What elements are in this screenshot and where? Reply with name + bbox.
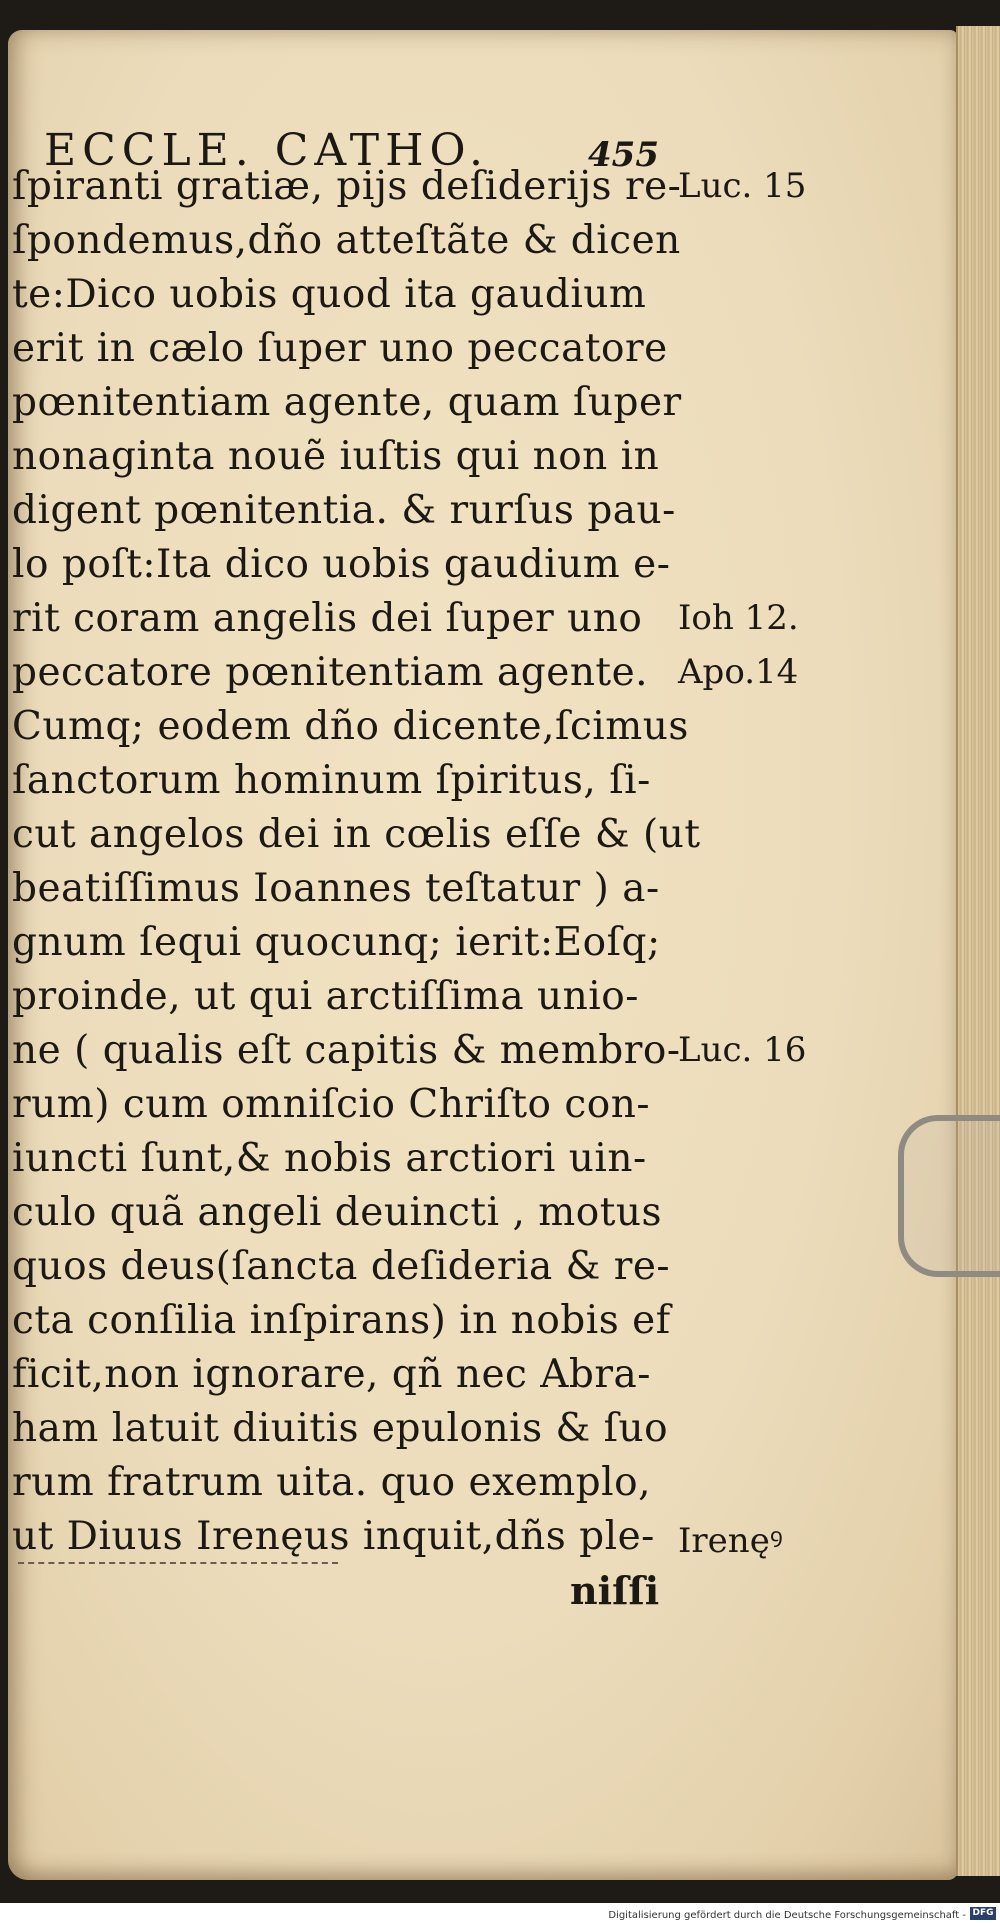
- text-line: cut angelos dei in cœlis eſſe & (ut: [12, 812, 701, 857]
- marginal-note: Apo.14: [678, 652, 799, 692]
- page-fore-edge: [956, 26, 1000, 1876]
- metal-clasp: [898, 1115, 1000, 1277]
- text-line: nonaginta nouẽ iuſtis qui non in: [12, 434, 660, 479]
- catchword: niſſi: [570, 1568, 660, 1613]
- text-line: ham latuit diuitis epulonis & ſuo: [12, 1406, 669, 1451]
- catch-rule: [18, 1562, 338, 1566]
- text-line: iuncti ſunt,& nobis arctiori uin-: [12, 1136, 647, 1181]
- text-line: peccatore pœnitentiam agente.: [12, 650, 649, 695]
- text-line: Cumq; eodem dño dicente,ſcimus: [12, 704, 689, 749]
- text-line: proinde, ut qui arctiſſima unio-: [12, 974, 639, 1019]
- text-line: te:Dico uobis quod ita gaudium: [12, 272, 647, 317]
- text-line: digent pœnitentia. & rurſus pau-: [12, 488, 676, 533]
- text-line: pœnitentiam agente, quam ſuper: [12, 380, 682, 425]
- dfg-logo: DFG: [970, 1907, 996, 1920]
- text-line: ſanctorum hominum ſpiritus, ſi-: [12, 758, 651, 803]
- text-line: ficit,non ignorare, qñ nec Abra-: [12, 1352, 651, 1397]
- text-line: ut Diuus Irenęus inquit,dñs ple-: [12, 1514, 655, 1559]
- text-line: gnum ſequi quocunq; ierit:Eoſq;: [12, 920, 661, 965]
- text-line: culo quã angeli deuincti , motus: [12, 1190, 662, 1235]
- text-line: lo poſt:Ita dico uobis gaudium e-: [12, 542, 671, 587]
- footer-credit: Digitalisierung gefördert durch die Deutsche Forschungsgemeinschaft -: [608, 1910, 966, 1921]
- text-line: rum fratrum uita. quo exemplo,: [12, 1460, 651, 1505]
- text-line: beatiſſimus Ioannes teſtatur ) a-: [12, 866, 660, 911]
- text-line: rit coram angelis dei ſuper uno: [12, 596, 643, 641]
- text-line: ſpiranti gratiæ, pijs deſiderijs re-: [12, 164, 682, 209]
- text-line: ſpondemus,dño atteſtãte & dicen: [12, 218, 681, 263]
- marginal-note: Ioh 12.: [678, 598, 799, 638]
- running-header: ECCLE. CATHO.: [44, 125, 489, 176]
- marginal-note: Luc. 15: [678, 166, 807, 206]
- marginal-note: Irenęꝰ: [678, 1521, 783, 1561]
- footer-bar: [0, 1903, 1000, 1923]
- text-line: ne ( qualis eſt capitis & membro-: [12, 1028, 681, 1073]
- marginal-note: Luc. 16: [678, 1030, 807, 1070]
- page-number: 455: [588, 135, 659, 175]
- text-line: cta conſilia inſpirans) in nobis ef: [12, 1298, 671, 1343]
- text-line: quos deus(ſancta deſideria & re-: [12, 1244, 671, 1289]
- text-line: rum) cum omniſcio Chriſto con-: [12, 1082, 651, 1127]
- text-line: erit in cælo ſuper uno peccatore: [12, 326, 668, 371]
